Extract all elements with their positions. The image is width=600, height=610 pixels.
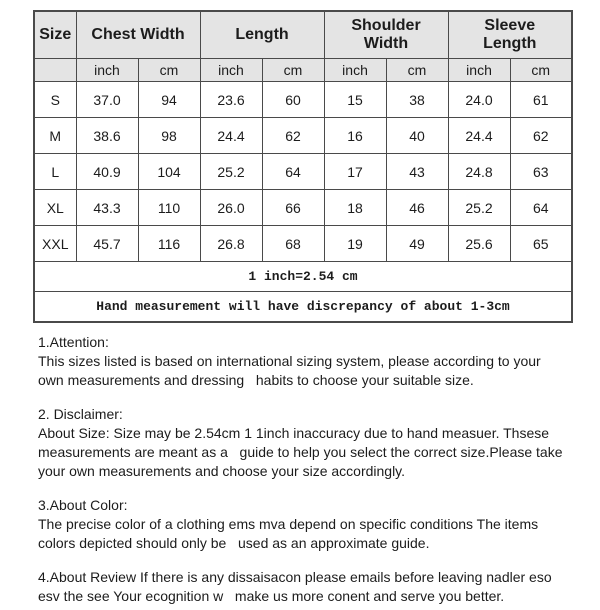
column-header-sleeve-length-label: Sleeve Length: [483, 16, 537, 52]
value-cell: 38.6: [76, 118, 138, 154]
value-cell: 24.0: [448, 82, 510, 118]
section-about-color: [38, 496, 564, 553]
size-cell: L: [34, 154, 76, 190]
value-cell: 40: [386, 118, 448, 154]
section-disclaimer-heading: 2. Disclaimer:: [38, 406, 123, 422]
value-cell: 64: [262, 154, 324, 190]
value-cell: 62: [262, 118, 324, 154]
unit-header: inch: [76, 59, 138, 82]
value-cell: 26.0: [200, 190, 262, 226]
value-cell: 68: [262, 226, 324, 262]
value-cell: 26.8: [200, 226, 262, 262]
column-header-chest-width: Chest Width: [76, 11, 200, 59]
value-cell: 98: [138, 118, 200, 154]
value-cell: 25.2: [448, 190, 510, 226]
value-cell: 61: [510, 82, 572, 118]
value-cell: 17: [324, 154, 386, 190]
section-about-color-body: The precise color of a clothing ems mva depend on specific conditions The items colors depicted should only be used as an approximate guide.: [38, 516, 543, 551]
table-row-s: [34, 82, 572, 118]
value-cell: 49: [386, 226, 448, 262]
value-cell: 19: [324, 226, 386, 262]
value-cell: 24.4: [448, 118, 510, 154]
value-cell: 23.6: [200, 82, 262, 118]
table-header-row: [34, 11, 572, 59]
value-cell: 46: [386, 190, 448, 226]
value-cell: 94: [138, 82, 200, 118]
value-cell: 24.8: [448, 154, 510, 190]
unit-header: inch: [324, 59, 386, 82]
size-cell: S: [34, 82, 76, 118]
value-cell: 25.2: [200, 154, 262, 190]
section-attention: [38, 333, 564, 390]
note-row-hand-measurement: [34, 292, 572, 323]
unit-header: inch: [448, 59, 510, 82]
column-header-size: Size: [34, 11, 76, 59]
value-cell: 43: [386, 154, 448, 190]
section-about-review: [38, 568, 564, 606]
section-attention-heading: 1.Attention:: [38, 334, 109, 350]
value-cell: 38: [386, 82, 448, 118]
value-cell: 18: [324, 190, 386, 226]
table-row-m: [34, 118, 572, 154]
unit-header-empty: [34, 59, 76, 82]
column-header-length: Length: [200, 11, 324, 59]
size-cell: M: [34, 118, 76, 154]
value-cell: 110: [138, 190, 200, 226]
value-cell: 45.7: [76, 226, 138, 262]
value-cell: 62: [510, 118, 572, 154]
value-cell: 25.6: [448, 226, 510, 262]
table-row-xxl: [34, 226, 572, 262]
value-cell: 40.9: [76, 154, 138, 190]
value-cell: 37.0: [76, 82, 138, 118]
unit-header: inch: [200, 59, 262, 82]
size-cell: XXL: [34, 226, 76, 262]
column-header-shoulder-width: [324, 11, 448, 59]
section-disclaimer-body: About Size: Size may be 2.54cm 1 1inch inaccuracy due to hand measuer. Thsese measurements are meant as a guide to help you select the correct size.Please take your own measurements and choose your size accordingly.: [38, 425, 567, 479]
note-row-inch-conversion: [34, 262, 572, 292]
table-row-l: [34, 154, 572, 190]
section-about-review-body: 4.About Review If there is any dissaisacon please emails before leaving nadler eso esv the see Your ecognition w make us more conent and serve you better.: [38, 569, 556, 604]
column-header-sleeve-length: [448, 11, 572, 59]
value-cell: 65: [510, 226, 572, 262]
section-about-color-heading: 3.About Color:: [38, 497, 128, 513]
table-row-xl: [34, 190, 572, 226]
value-cell: 15: [324, 82, 386, 118]
value-cell: 60: [262, 82, 324, 118]
value-cell: 16: [324, 118, 386, 154]
value-cell: 116: [138, 226, 200, 262]
note-inch-conversion: 1 inch=2.54 cm: [34, 262, 572, 292]
size-chart-table: [33, 10, 573, 323]
section-disclaimer: [38, 405, 567, 481]
unit-header: cm: [510, 59, 572, 82]
value-cell: 24.4: [200, 118, 262, 154]
table-units-row: [34, 59, 572, 82]
value-cell: 64: [510, 190, 572, 226]
size-cell: XL: [34, 190, 76, 226]
note-hand-measurement: Hand measurement will have discrepancy of about 1-3cm: [34, 292, 572, 323]
section-attention-body: This sizes listed is based on international sizing system, please according to your own measurements and dressing habits to choose your suitable size.: [38, 353, 545, 388]
unit-header: cm: [262, 59, 324, 82]
value-cell: 43.3: [76, 190, 138, 226]
unit-header: cm: [386, 59, 448, 82]
unit-header: cm: [138, 59, 200, 82]
info-sections: [38, 333, 567, 606]
value-cell: 63: [510, 154, 572, 190]
value-cell: 104: [138, 154, 200, 190]
value-cell: 66: [262, 190, 324, 226]
column-header-shoulder-width-label: Shoulder Width: [351, 16, 421, 52]
